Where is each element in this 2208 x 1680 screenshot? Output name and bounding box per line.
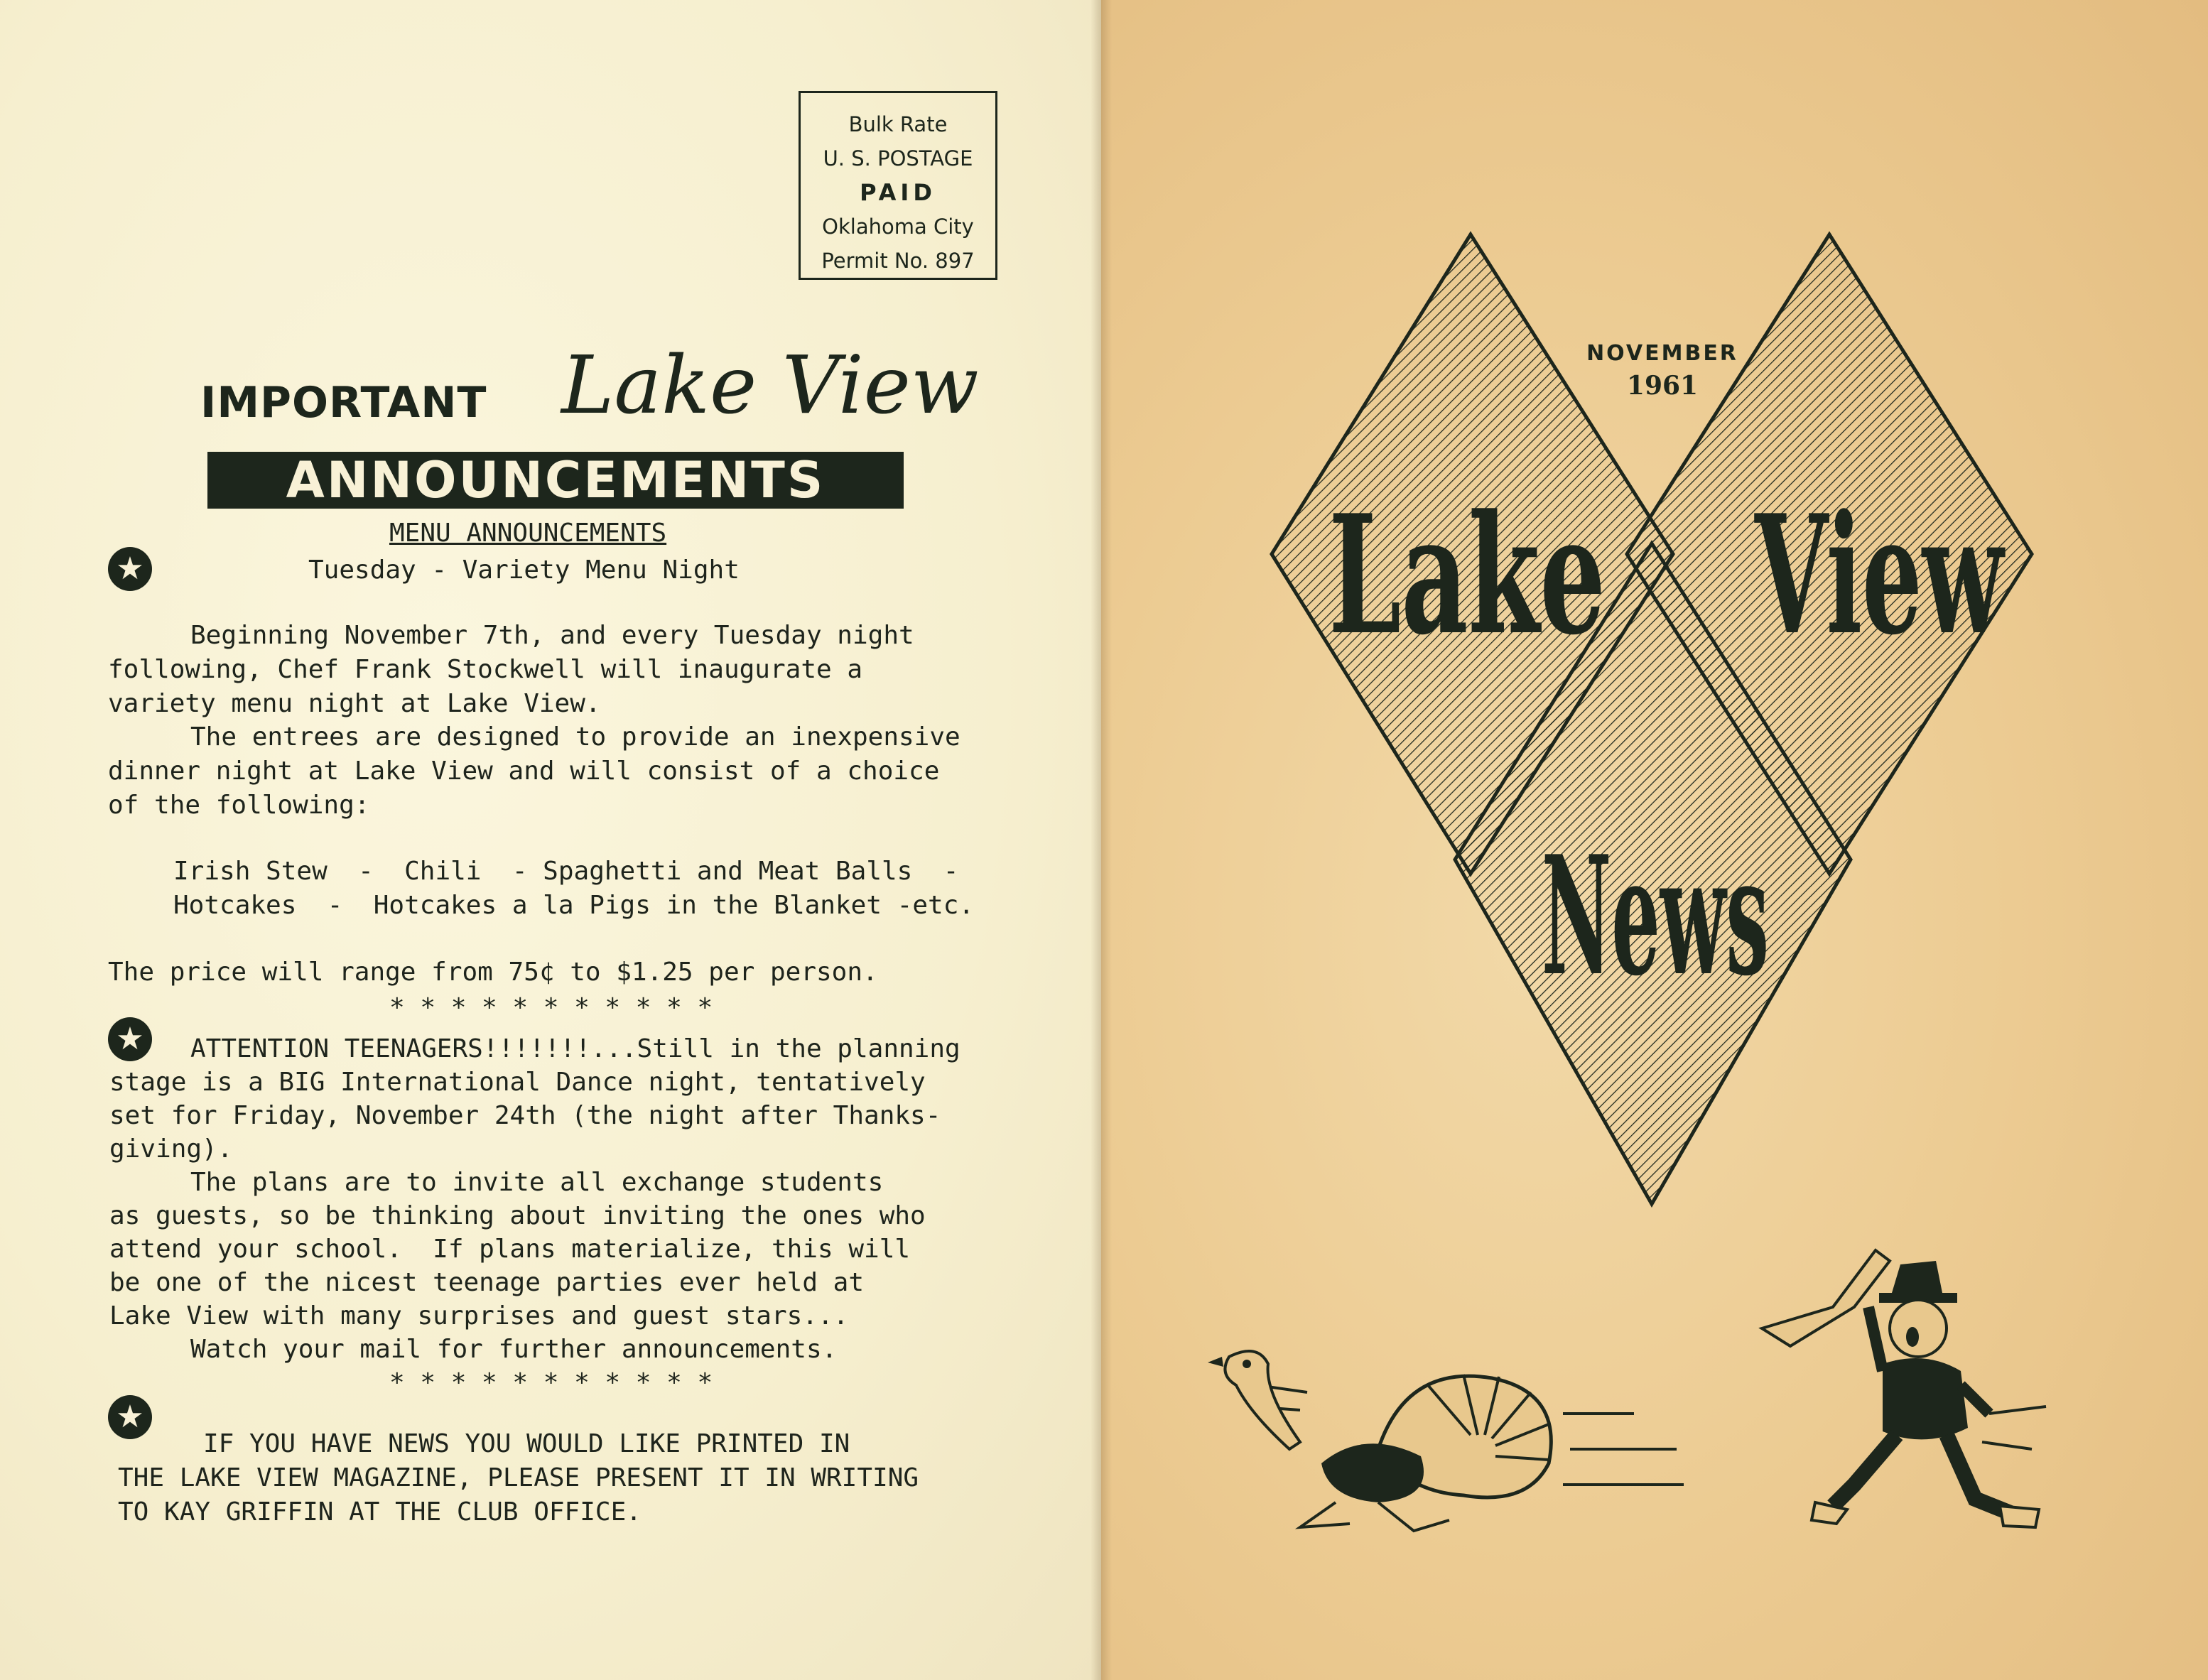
teen-text: be one of the nicest teenage parties ever held at xyxy=(109,1268,865,1297)
menu-text: variety menu night at Lake View. xyxy=(108,689,601,718)
section-divider: * * * * * * * * * * * xyxy=(389,1368,713,1397)
news-notice-text: THE LAKE VIEW MAGAZINE, PLEASE PRESENT IT IN WRITING xyxy=(118,1463,919,1492)
news-notice-text: IF YOU HAVE NEWS YOU WOULD LIKE PRINTED IN xyxy=(203,1429,850,1458)
postage-indicia xyxy=(799,91,997,280)
pilgrim-illustration xyxy=(1748,1222,2089,1549)
header-important: IMPORTANT xyxy=(200,378,487,428)
cover-word-lake: Lake xyxy=(1328,479,1606,671)
header-announcements: ANNOUNCEMENTS xyxy=(207,452,904,509)
menu-items: Irish Stew - Chili - Spaghetti and Meat Balls - xyxy=(173,857,959,886)
teen-text: set for Friday, November 24th (the night after Thanks- xyxy=(109,1101,941,1130)
postage-line-3: PAID xyxy=(860,179,936,206)
menu-text: The entrees are designed to provide an inexpensive xyxy=(190,722,960,752)
menu-heading: MENU ANNOUNCEMENTS xyxy=(389,519,667,548)
postage-line-2: U. S. POSTAGE xyxy=(823,146,973,170)
teen-text: Watch your mail for further announcements. xyxy=(190,1335,838,1364)
star-bullet-icon: ★ xyxy=(108,547,152,591)
teen-text: The plans are to invite all exchange students xyxy=(190,1168,884,1197)
section-divider: * * * * * * * * * * * xyxy=(389,993,713,1022)
menu-text: of the following: xyxy=(108,791,370,820)
header-lake-view: Lake View xyxy=(561,340,979,432)
menu-text: dinner night at Lake View and will consist of a choice xyxy=(108,757,940,786)
menu-text: Beginning November 7th, and every Tuesday night xyxy=(190,621,914,650)
teen-text: ATTENTION TEENAGERS!!!!!!!...Still in the planning xyxy=(190,1034,960,1063)
postage-line-4: Oklahoma City xyxy=(822,215,974,239)
cover-month: NOVEMBER xyxy=(1586,341,1738,366)
news-notice-text: TO KAY GRIFFIN AT THE CLUB OFFICE. xyxy=(118,1497,642,1527)
teen-text: stage is a BIG International Dance night, tentatively xyxy=(109,1068,926,1097)
postage-line-1: Bulk Rate xyxy=(848,112,948,136)
postage-line-5: Permit No. 897 xyxy=(821,249,975,273)
menu-text: following, Chef Frank Stockwell will inaugurate a xyxy=(108,655,863,684)
menu-subheading: Tuesday - Variety Menu Night xyxy=(308,556,740,585)
cover-year: 1961 xyxy=(1626,371,1699,401)
teen-text: giving). xyxy=(109,1134,233,1164)
star-bullet-icon: ★ xyxy=(108,1395,152,1439)
cover-word-view: View xyxy=(1753,479,2006,671)
star-bullet-icon: ★ xyxy=(108,1017,152,1061)
teen-text: Lake View with many surprises and guest stars... xyxy=(109,1301,849,1331)
teen-text: as guests, so be thinking about inviting the ones who xyxy=(109,1201,926,1230)
turkey-illustration xyxy=(1194,1343,1705,1541)
menu-items: Hotcakes - Hotcakes a la Pigs in the Blanket -etc. xyxy=(173,891,975,920)
teen-text: attend your school. If plans materialize, this will xyxy=(109,1235,911,1264)
cover-word-news: News xyxy=(1542,820,1769,1012)
menu-price: The price will range from 75¢ to $1.25 per person. xyxy=(108,958,878,987)
page-fold xyxy=(1091,0,1112,1680)
